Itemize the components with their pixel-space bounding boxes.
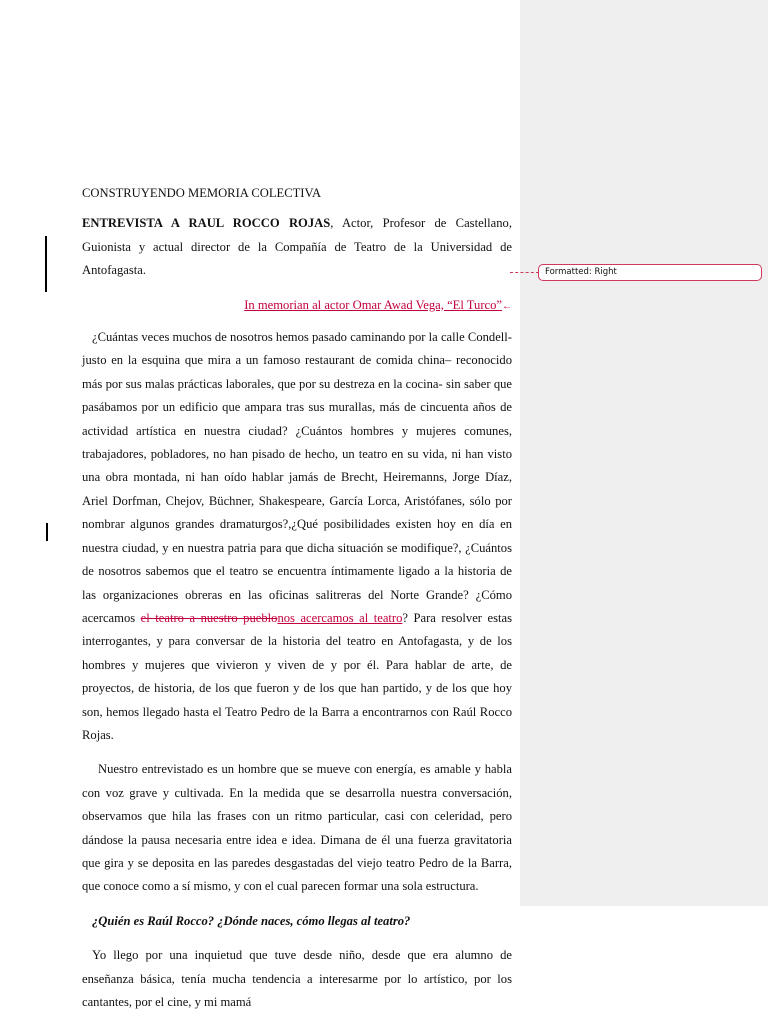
dedication-line xyxy=(82,294,512,318)
balloon-text: Formatted: Right xyxy=(545,267,617,277)
markup-pane xyxy=(520,0,768,906)
paragraph-2-text: Nuestro entrevistado es un hombre que se mueve con energía, es amable y habla con voz grave y cultivada. En la medida que se desarrolla nuestra conversación, observamos que hila las frases con un ritmo particular, casi con celeridad, pero dándose la pausa necesaria entre idea e idea. Dimana de él una fuerza gravitatoria que gira y se deposita en las paredes desgastadas del viejo teatro Pedro de la Barra, que conoce como a sí mismo, y con el cual parecen formar una sola estructura. xyxy=(82,762,512,894)
interview-question xyxy=(82,910,512,933)
document-body[interactable] xyxy=(82,182,512,1025)
paragraph-2 xyxy=(82,758,512,898)
paragraph-1 xyxy=(82,326,512,747)
change-bar xyxy=(46,523,48,541)
change-bar xyxy=(45,236,47,292)
intro-paragraph xyxy=(82,212,512,282)
comment-anchor-arrow-icon: ← xyxy=(502,300,512,312)
deleted-text: el teatro a nuestro pueblo xyxy=(140,610,278,625)
inserted-text: nos acercamos al teatro xyxy=(277,610,403,625)
interview-heading: ENTREVISTA A RAUL ROCCO ROJAS xyxy=(82,216,331,231)
paragraph-1-text-b: ? Para resolver estas interrogantes, y para conversar de la historia del teatro en Antofagasta, y de los hombres y mujeres que vivieron y viven de y por él. Para hablar de arte, de proyectos, de historia, de los que fueron y de los que han partido, y de los que hoy son, hemos llegado hasta el Teatro Pedro de la Barra a encontrarnos con Raúl Rocco Rojas. xyxy=(82,610,512,742)
paragraph-3-text: Yo llego por una inquietud que tuve desde niño, desde que era alumno de enseñanza básica, tenía mucha tendencia a interesarme por lo artístico, por los cantantes, por el cine, y mi mamá xyxy=(82,948,512,1009)
document-title: CONSTRUYENDO MEMORIA COLECTIVA xyxy=(82,186,322,200)
paragraph-3 xyxy=(82,944,512,1014)
intro-text: , Actor, Profesor de Castellano, Guionista y actual director de la Compañía de Teatro de la Universidad de Antofagasta. xyxy=(82,216,512,278)
question-text: ¿Quién es Raúl Rocco? ¿Dónde naces, cómo llegas al teatro? xyxy=(92,913,411,928)
formatting-comment-balloon[interactable] xyxy=(538,264,762,281)
dedication-text: In memorian al actor Omar Awad Vega, “El Turco” xyxy=(244,297,502,312)
paragraph-1-text-a: ¿Cuántas veces muchos de nosotros hemos pasado caminando por la calle Condell- justo en la esquina que mira a un famoso restaurant de comida china– reconocido más por sus malas prácticas laborales, que por su destreza en la cocina- sin saber que pasábamos por un edificio que ampara tras sus murallas, más de cincuenta años de actividad artística en nuestra ciudad? ¿Cuántos hombres y mujeres comunes, trabajadores, pobladores, no han pisado de hecho, un teatro en su vida, ni han visto una obra montada, ni han oído hablar jamás de Brecht, Heiremanns, Jorge Díaz, Ariel Dorfman, Chejov, Büchner, Shakespeare, García Lorca, Aristófanes, sólo por nombrar algunos grandes dramaturgos?,¿Qué posibilidades existen hoy en día en nuestra ciudad, y en nuestra patria para que dicha situación se modifique?, ¿Cuántos de nosotros sabemos que el teatro se encuentra íntimamente ligado a la historia de las organizaciones obreras en las oficinas salitreras del Norte Grande? ¿Cómo acercamos xyxy=(82,330,512,625)
comment-connector-line xyxy=(510,272,539,273)
